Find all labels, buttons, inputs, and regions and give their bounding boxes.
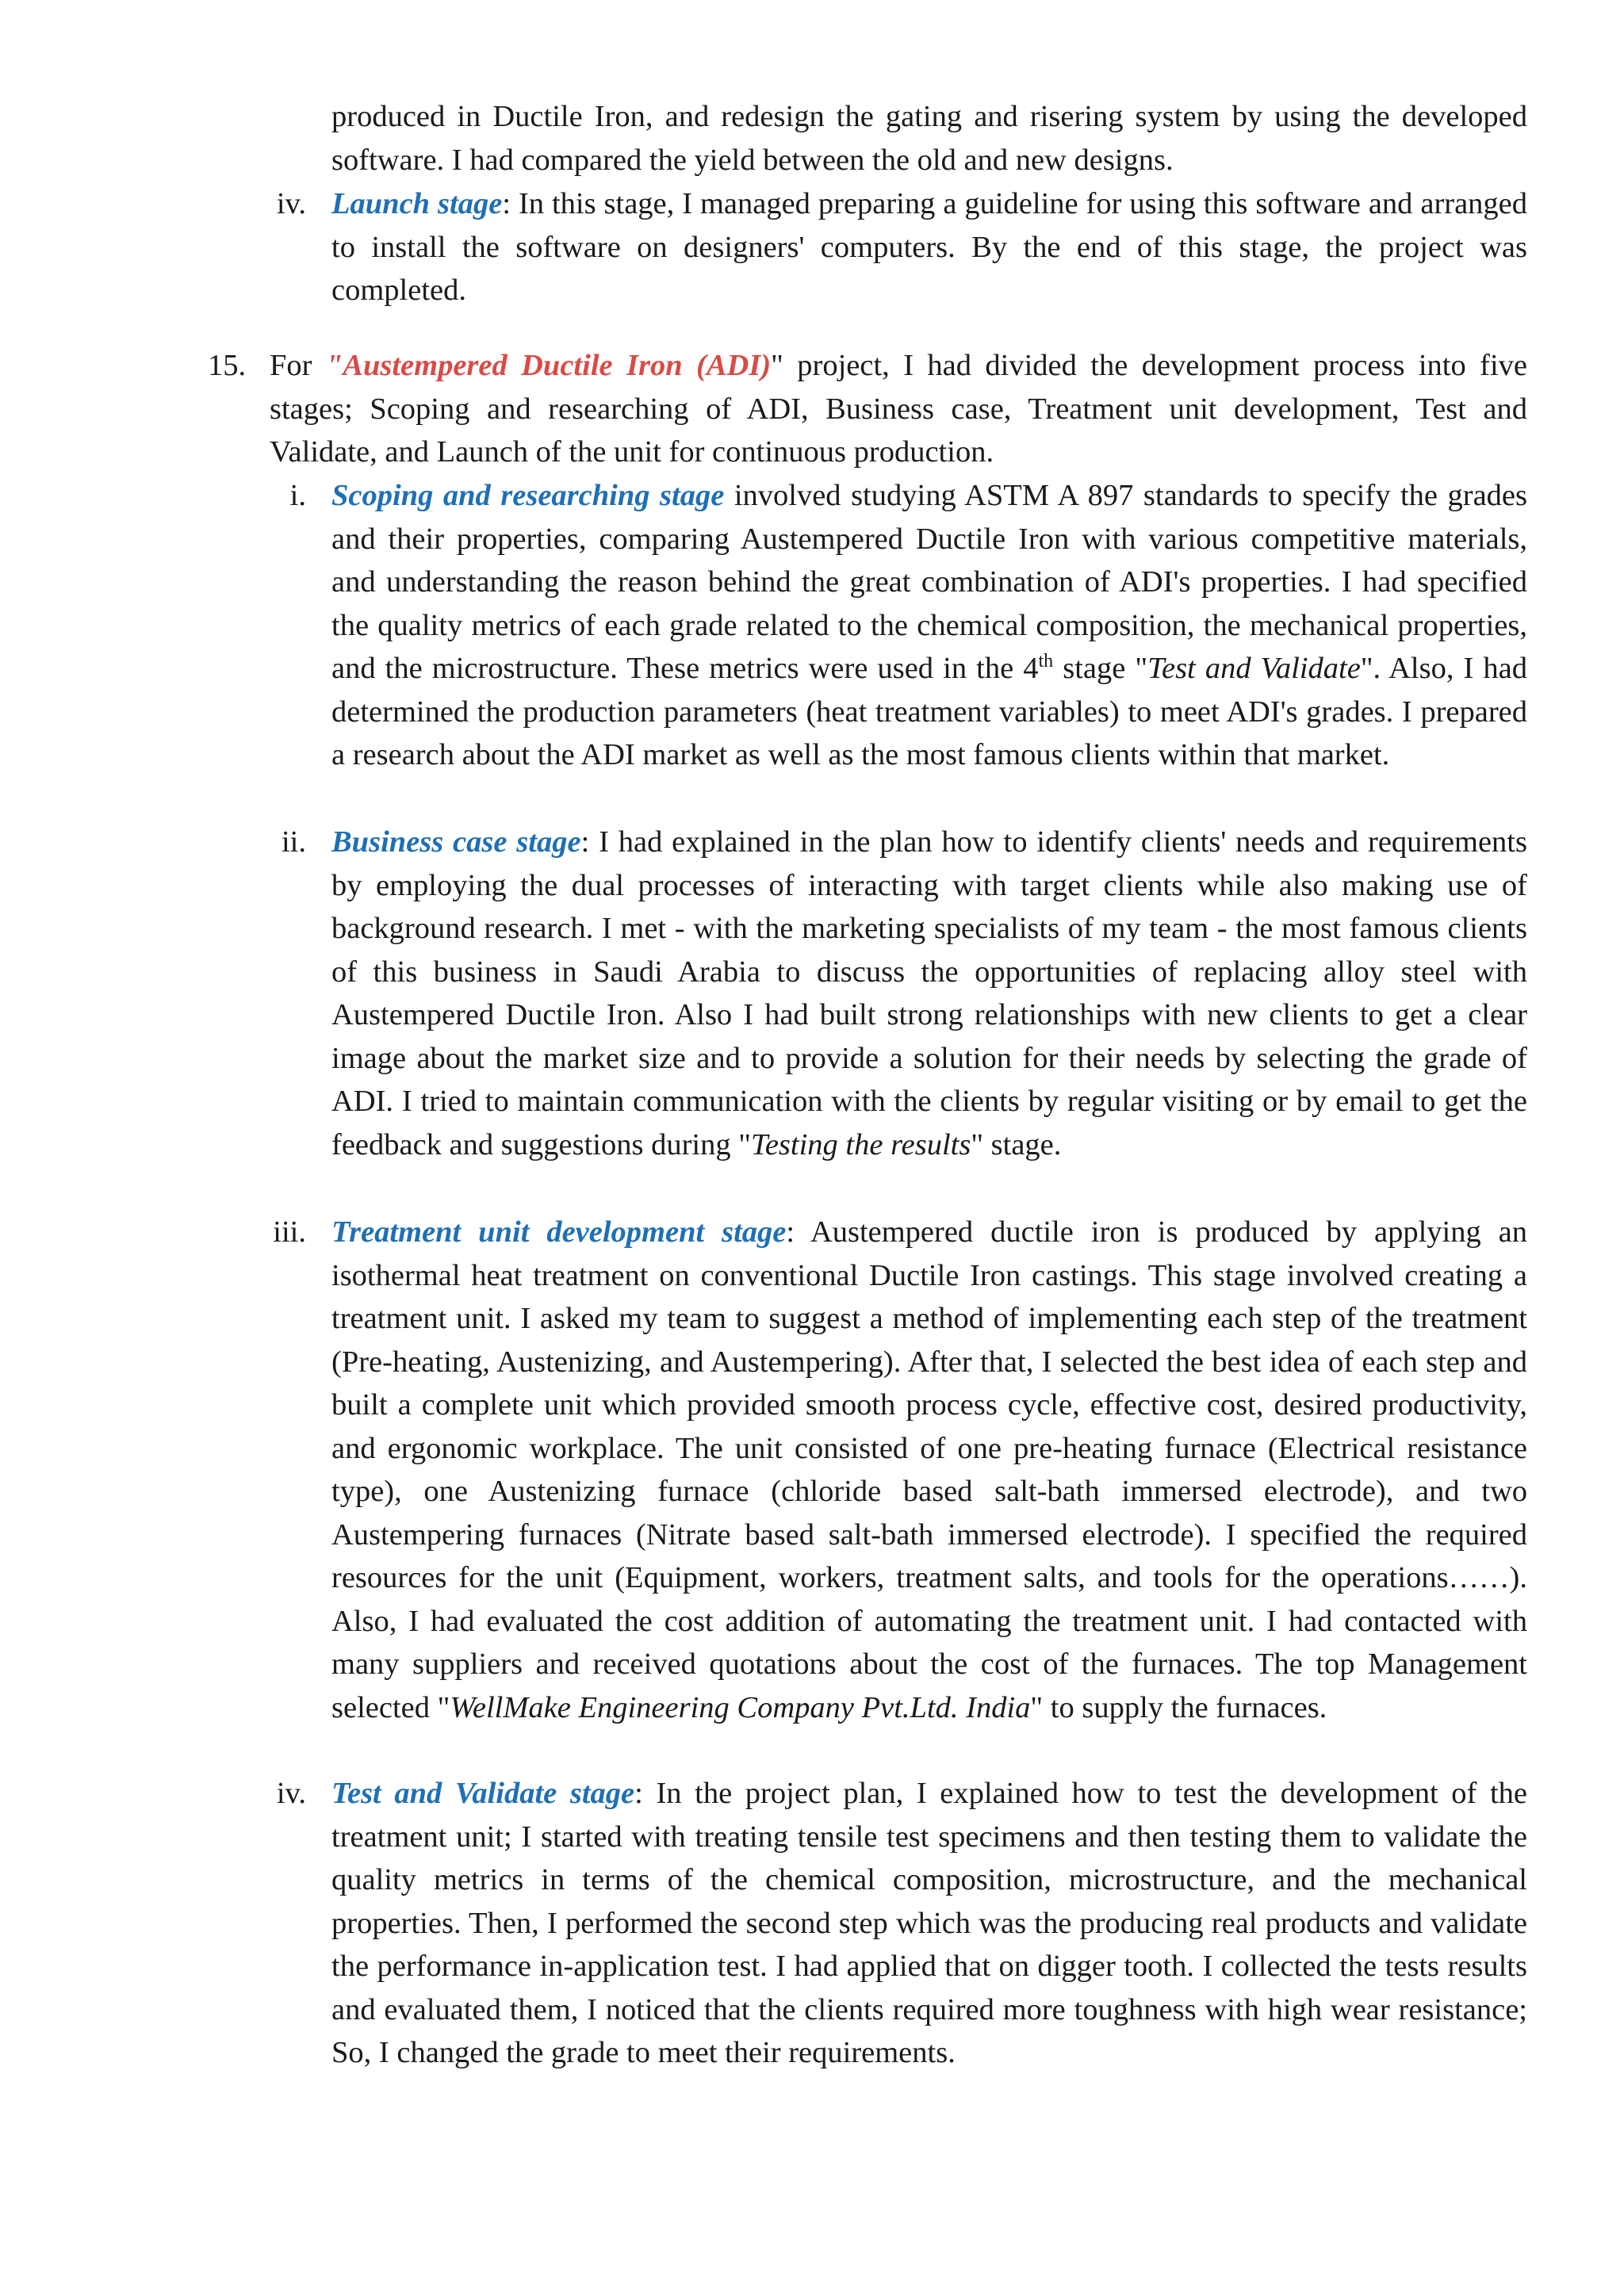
list-marker-ii: ii. [281, 825, 306, 859]
treatment-unit-item [331, 1211, 1527, 1729]
business-text-2: " stage. [971, 1127, 1062, 1161]
treatment-italic: WellMake Engineering Company Pvt.Ltd. India [450, 1690, 1031, 1724]
scoping-stage-item [331, 474, 1527, 777]
scoping-italic: Test and Validate [1147, 652, 1361, 685]
test-validate-heading: Test and Validate stage [331, 1777, 635, 1810]
list-marker-iii: iii. [273, 1215, 306, 1249]
list-marker-iv-2: iv. [276, 1777, 306, 1810]
treatment-text-2: " to supply the furnaces. [1030, 1690, 1327, 1724]
intro-pre: For [270, 349, 326, 382]
launch-stage-item [331, 182, 1527, 312]
business-case-item [331, 821, 1527, 1166]
launch-stage-text: : In this stage, I managed preparing a guideline for using this software and arranged to install the software on designers' computers. By the end of this stage, the project was completed. [331, 187, 1528, 307]
test-validate-text: : In the project plan, I explained how to test the development of the treatment unit; I started with treating tensile test specimens and then testing them to validate the quality metrics in terms of the chemical composition, microstructure, and the mechanical properties. Then, I performed the second step which was the producing real products and validate the performance in-application test. I had applied that on digger tooth. I collected the tests results and evaluated them, I noticed that the clients required more toughness with high wear resistance; So, I changed the grade to meet their requirements. [331, 1777, 1527, 2069]
scoping-stage-heading: Scoping and researching stage [331, 479, 725, 512]
adi-project-title: "Austempered Ductile Iron (ADI) [325, 349, 772, 382]
scoping-text-1: involved studying ASTM A 897 standards to specify the grades and their properties, comparing Austempered Ductile Iron with various competitive materials, and understanding the reason behind the great combination of ADI's properties. I had specified the quality metrics of each grade related to the chemical composition, the mechanical properties, and the microstructure. These metrics were used in the 4 [331, 479, 1527, 685]
list-marker-i: i. [289, 479, 306, 512]
intro-post: " project, I had divided the development process into five stages; Scoping and researching of ADI, Business case, Treatment unit development, Test and Validate, and Launch of the unit for continuous production. [270, 349, 1527, 469]
launch-stage-heading: Launch stage [331, 187, 503, 220]
treatment-unit-heading: Treatment unit development stage [331, 1215, 787, 1249]
continuation-paragraph: produced in Ductile Iron, and redesign the gating and risering system by using the developed software. I had compared the yield between the old and new designs. [331, 100, 1527, 177]
item-15-number: 15. [208, 349, 247, 382]
scoping-text-2: stage " [1053, 652, 1148, 685]
ordinal-superscript: th [1038, 651, 1054, 672]
test-validate-item [331, 1772, 1527, 2075]
list-marker-iv: iv. [276, 187, 306, 220]
treatment-text-1: : Austempered ductile iron is produced by applying an isothermal heat treatment on conventional Ductile Iron castings. This stage involved creating a treatment unit. I asked my team to suggest a method of implementing each step of the treatment (Pre-heating, Austenizing, and Austempering). After that, I selected the best idea of each step and built a complete unit which provided smooth process cycle, effective cost, desired productivity, and ergonomic workplace. The unit consisted of one pre-heating furnace (Electrical resistance type), one Austenizing furnace (chloride based salt-bath immersed electrode), and two Austempering furnaces (Nitrate based salt-bath immersed electrode). I specified the required resources for the unit (Equipment, workers, treatment salts, and tools for the operations……). Also, I had evaluated the cost addition of automating the treatment unit. I had contacted with many suppliers and received quotations about the cost of the furnaces. The top Management selected " [331, 1215, 1527, 1724]
business-italic: Testing the results [750, 1127, 971, 1161]
scoping-text-3: ". Also, I had determined the production parameters (heat treatment variables) to meet ADI's grades. I prepared a research about the ADI market as well as the most famous clients within that market. [331, 652, 1527, 771]
business-case-heading: Business case stage [331, 825, 581, 859]
item-15-intro [270, 344, 1527, 474]
business-text-1: : I had explained in the plan how to identify clients' needs and requirements by employing the dual processes of interacting with target clients while also making use of background research. I met - with the marketing specialists of my team - the most famous clients of this business in Saudi Arabia to discuss the opportunities of replacing alloy steel with Austempered Ductile Iron. Also I had built strong relationships with new clients to get a clear image about the market size and to provide a solution for their needs by selecting the grade of ADI. I tried to maintain communication with the clients by regular visiting or by email to get the feedback and suggestions during " [331, 825, 1527, 1161]
